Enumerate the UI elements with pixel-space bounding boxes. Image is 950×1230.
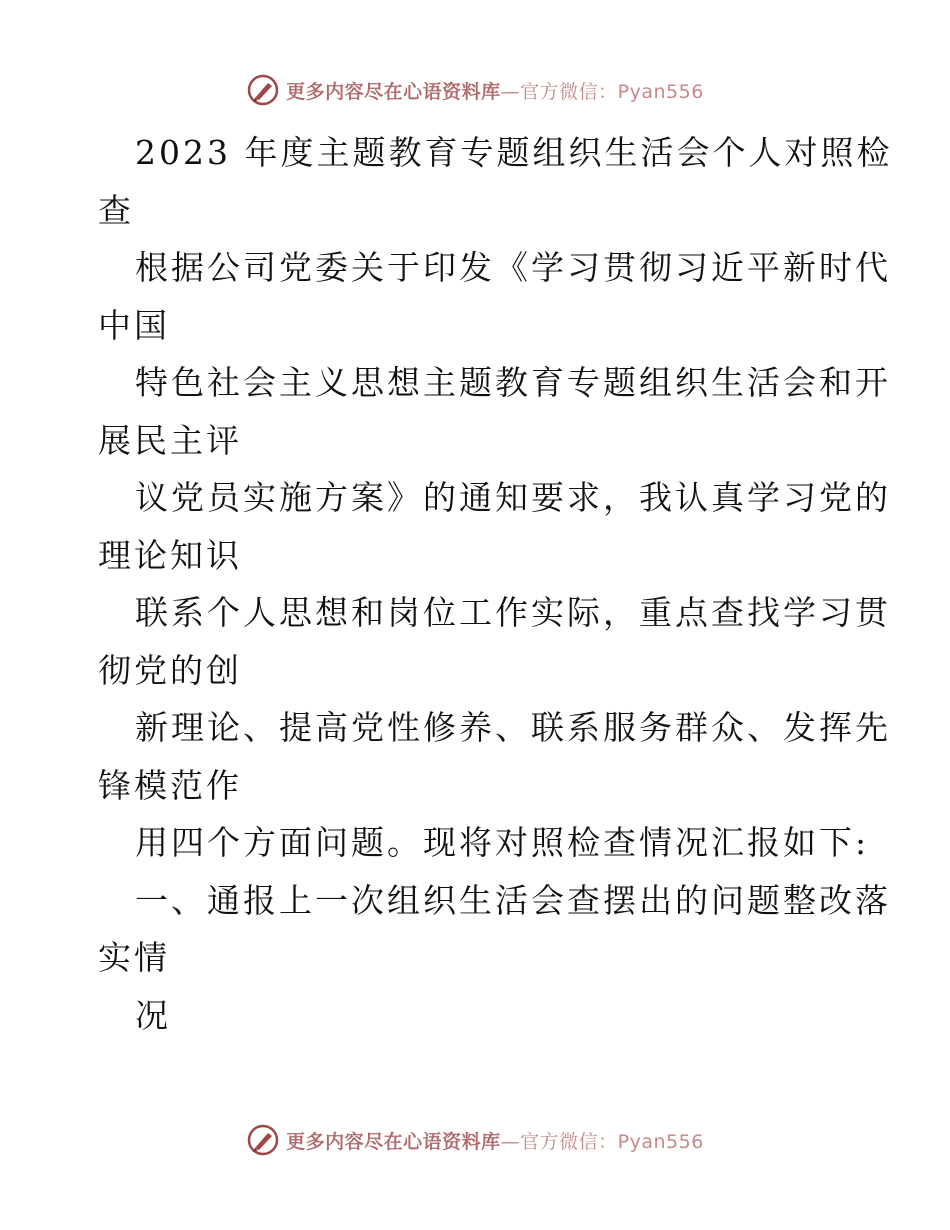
text-line: 展民主评 (98, 420, 242, 460)
text-line: 锋模范作 (98, 765, 242, 805)
text-line: 2023 年度主题教育专题组织生活会个人对照检 (135, 133, 893, 172)
watermark-text: 更多内容尽在心语资料库—官方微信：Pyan556 (286, 1130, 704, 1153)
text-line: 新理论、提高党性修养、联系服务群众、发挥先 (135, 708, 891, 747)
text-line: 查 (98, 190, 134, 230)
text-line: 中国 (98, 305, 170, 345)
pen-logo-icon (246, 1123, 280, 1157)
text-line: 实情 (98, 938, 170, 977)
document-body (98, 124, 893, 1044)
text-line: 根据公司党委关于印发《学习贯彻习近平新时代 (135, 248, 891, 287)
text-line: 议党员实施方案》的通知要求，我认真学习党的 (135, 478, 891, 517)
text-line: 用四个方面问题。现将对照检查情况汇报如下: (135, 823, 870, 862)
text-line: 彻党的创 (98, 650, 242, 690)
header-watermark (0, 70, 950, 110)
text-line: 特色社会主义思想主题教育专题组织生活会和开 (135, 363, 891, 402)
text-line: 况 (135, 995, 171, 1035)
pen-logo-icon (246, 73, 280, 107)
footer-watermark (0, 1120, 950, 1160)
watermark-text: 更多内容尽在心语资料库—官方微信：Pyan556 (286, 80, 704, 103)
text-line: 理论知识 (98, 535, 242, 575)
text-line: 联系个人思想和岗位工作实际，重点查找学习贯 (135, 593, 891, 632)
text-line: 一、通报上一次组织生活会查摆出的问题整改落 (135, 880, 891, 920)
